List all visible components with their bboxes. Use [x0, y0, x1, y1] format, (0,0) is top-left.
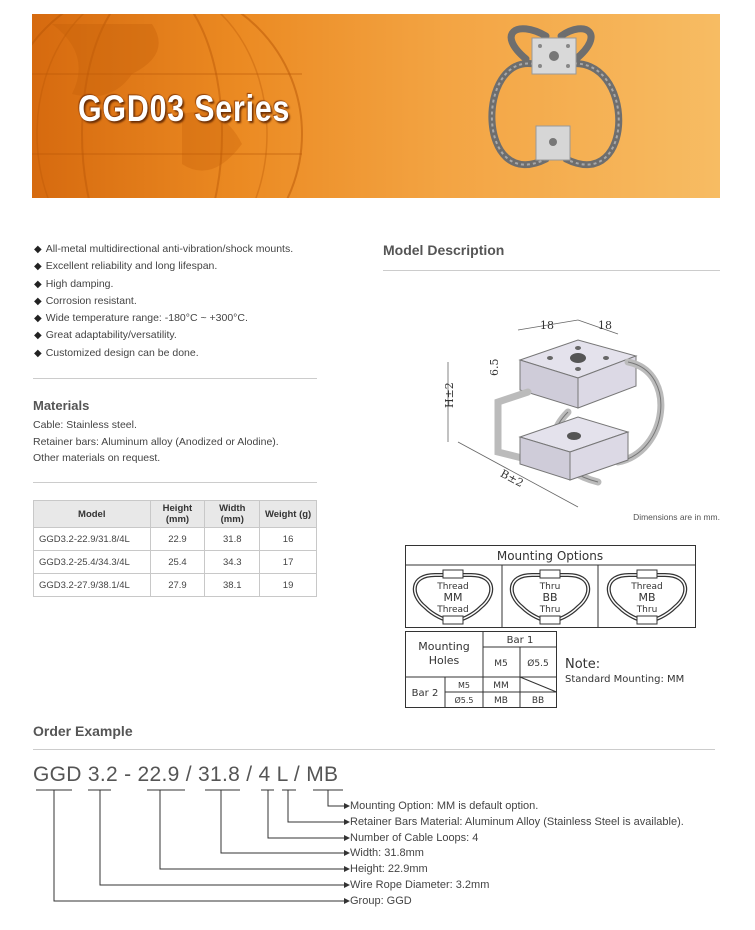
order-label-mounting: Mounting Option: MM is default option.	[350, 800, 539, 812]
dim-label: 18	[540, 319, 554, 332]
holes-label: Holes	[428, 654, 460, 667]
table-cell: 38.1	[205, 574, 260, 597]
table-cell: GGD3.2-22.9/31.8/4L	[34, 528, 151, 551]
list-item: ◆ Great adaptability/versatility.	[34, 327, 334, 344]
holes-label: Mounting	[418, 640, 470, 653]
list-item: ◆ Excellent reliability and long lifespan.	[34, 258, 334, 275]
order-label-retainer: Retainer Bars Material: Aluminum Alloy (Stainless Steel is available).	[350, 816, 684, 828]
dim-label: 6.5	[488, 358, 501, 376]
table-cell: 17	[260, 551, 317, 574]
table-cell: 25.4	[150, 551, 205, 574]
option-code: BB	[542, 591, 558, 604]
materials-heading: Materials	[33, 398, 90, 413]
bar1-label: Bar 1	[506, 635, 534, 646]
list-item: ◆ Corrosion resistant.	[34, 293, 334, 310]
order-label-height: Height: 22.9mm	[350, 863, 428, 875]
order-label-width: Width: 31.8mm	[350, 847, 424, 859]
matrix-cell: MB	[494, 696, 508, 706]
dim-label: H±2	[443, 382, 456, 408]
order-code: GGD 3.2 - 22.9 / 31.8 / 4 L / MB	[33, 763, 339, 786]
order-label-group: Group: GGD	[350, 895, 412, 907]
m5-label: M5	[458, 681, 470, 690]
table-cell: 22.9	[150, 528, 205, 551]
column-header: Height (mm)	[150, 501, 205, 528]
dim-label: B±2	[498, 467, 526, 490]
table-cell: 34.3	[205, 551, 260, 574]
order-label-loops: Number of Cable Loops: 4	[350, 832, 479, 844]
option-code: MM	[443, 591, 463, 604]
mounting-title: Mounting Options	[496, 549, 604, 563]
table-cell: 19	[260, 574, 317, 597]
option-top-label: Thru	[539, 582, 561, 592]
m5-label: M5	[494, 659, 508, 669]
d55-label: Ø5.5	[454, 696, 474, 705]
page-title: GGD03 Series	[78, 88, 291, 129]
dim-label: 18	[598, 319, 612, 332]
d55-label: Ø5.5	[527, 659, 549, 669]
materials-line: Other materials on request.	[33, 452, 161, 464]
list-item: ◆ Customized design can be done.	[34, 345, 334, 362]
option-top-label: Thread	[631, 582, 663, 592]
column-header: Weight (g)	[260, 501, 317, 528]
list-item: ◆ All-metal multidirectional anti-vibration/shock mounts.	[34, 241, 334, 258]
model-description-heading: Model Description	[383, 242, 505, 258]
table-cell: GGD3.2-25.4/34.3/4L	[34, 551, 151, 574]
materials-line: Cable: Stainless steel.	[33, 419, 137, 431]
option-code: MB	[638, 591, 656, 604]
table-cell: 27.9	[150, 574, 205, 597]
option-bottom-label: Thread	[437, 605, 469, 615]
bar2-label: Bar 2	[411, 688, 439, 699]
order-example-heading: Order Example	[33, 723, 133, 739]
dimensions-note: Dimensions are in mm.	[633, 512, 720, 522]
order-label-diameter: Wire Rope Diameter: 3.2mm	[350, 879, 490, 891]
matrix-cell: BB	[531, 696, 545, 706]
matrix-cell: MM	[493, 681, 509, 691]
list-item: ◆ High damping.	[34, 276, 334, 293]
column-header: Model	[34, 501, 151, 528]
option-bottom-label: Thru	[539, 605, 561, 615]
column-header: Width (mm)	[205, 501, 260, 528]
table-cell: 31.8	[205, 528, 260, 551]
option-top-label: Thread	[437, 582, 469, 592]
materials-line: Retainer bars: Aluminum alloy (Anodized or Alodine).	[33, 435, 279, 448]
list-item: ◆ Wide temperature range: -180°C ~ +300°C.	[34, 310, 334, 327]
option-bottom-label: Thru	[636, 605, 658, 615]
table-cell: GGD3.2-27.9/38.1/4L	[34, 574, 151, 597]
table-cell: 16	[260, 528, 317, 551]
note-title: Note:	[565, 657, 601, 672]
note-text: Standard Mounting: MM	[565, 674, 685, 685]
